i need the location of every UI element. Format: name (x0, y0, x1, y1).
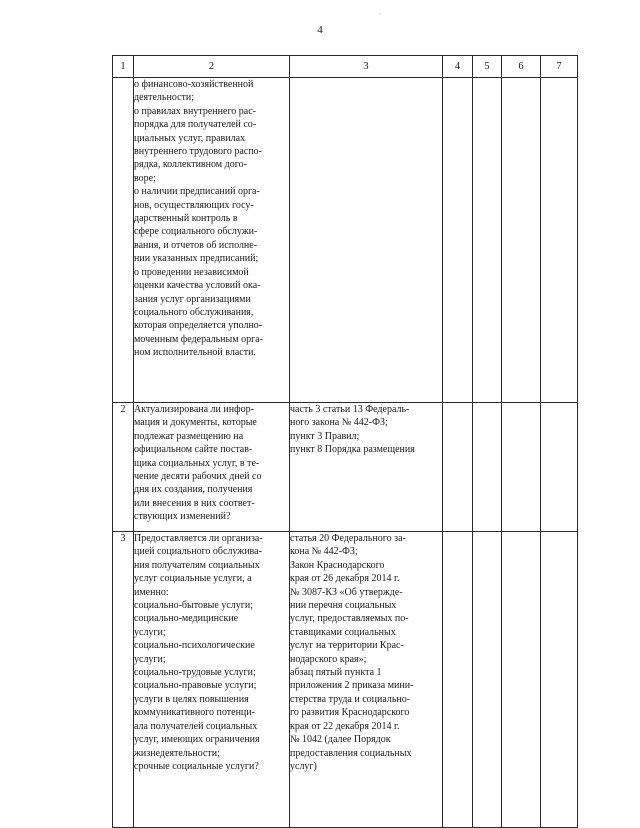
text-line: приложения 2 приказа мини- (290, 680, 414, 692)
reference-cell (290, 403, 443, 532)
text-line: услуг на территории Крас- (290, 640, 404, 652)
empty-cell (541, 532, 578, 828)
text-line: дня их создания, получения (134, 484, 253, 496)
text-line: внутреннего трудового распо- (134, 146, 262, 158)
text-line: циальных услуг, правилах (134, 132, 246, 144)
text-line: нии указанных предписаний; (134, 253, 259, 265)
text-line: ствующих изменений? (134, 511, 231, 523)
text-line: о правилах внутреннего рас- (134, 105, 256, 117)
empty-cell (443, 78, 473, 403)
text-line: о финансово-хозяйственной (134, 79, 254, 90)
text-line: рядка, коллективном дого- (134, 159, 247, 171)
text-line: вания, и отчетов об исполне- (134, 239, 258, 251)
text-line: часть 3 статьи 13 Федераль- (290, 404, 410, 415)
header-cell-6: 6 (502, 56, 541, 78)
text-line: зания услуг организациями (134, 293, 251, 305)
text-line: официальном сайте постав- (134, 444, 253, 456)
text-line: услуг) (290, 760, 317, 772)
text-line: услуги в целях повышения (134, 693, 249, 705)
table-row (113, 403, 578, 532)
text-line: или внесения в них соответ- (134, 497, 255, 509)
text-line: статья 20 Федерального за- (290, 533, 406, 544)
text-line: нодарского края»; (290, 653, 367, 665)
text-line: услуг социальные услуги, а (134, 573, 252, 585)
empty-cell (473, 403, 502, 532)
question-cell (134, 403, 290, 532)
text-line: моченным федеральным орга- (134, 333, 263, 345)
text-line: воре; (134, 172, 156, 184)
text-line: о проведении независимой (134, 266, 249, 278)
text-line: социального обслуживания, (134, 306, 254, 318)
reference-cell (290, 78, 443, 403)
header-cell-1: 1 (113, 56, 134, 78)
text-line: нов, осуществляющих госу- (134, 199, 254, 211)
table-header-row (113, 56, 578, 78)
text-line: щика социальных услуг, в те- (134, 457, 260, 469)
text-line: порядка для получателей со- (134, 119, 257, 131)
reference-cell (290, 532, 443, 828)
text-line: дарственный контроль в (134, 213, 238, 225)
empty-cell (443, 403, 473, 532)
scan-mark: ‘ (379, 13, 381, 19)
text-line: социально-медицинские (134, 613, 239, 625)
text-line: предоставления социальных (290, 747, 412, 759)
text-line: № 1042 (далее Порядок (290, 734, 391, 746)
text-line: Актуализирована ли инфор- (134, 404, 254, 415)
empty-cell (473, 78, 502, 403)
empty-cell (541, 403, 578, 532)
text-line: кона № 442-ФЗ; (290, 546, 358, 558)
text-line: ния получателям социальных (134, 559, 260, 571)
text-line: ном исполнительной власти. (134, 347, 256, 359)
header-cell-5: 5 (473, 56, 502, 78)
text-line: которая определяется уполно- (134, 320, 263, 332)
row-number: 3 (113, 532, 134, 828)
question-cell (134, 78, 290, 403)
text-line: края от 22 декабря 2014 г. (290, 720, 400, 732)
header-cell-7: 7 (541, 56, 578, 78)
text-line: сфере социального обслужи- (134, 226, 258, 238)
text-line: пункт 8 Порядка размещения (290, 444, 415, 456)
text-line: Предоставляется ли организа- (134, 533, 263, 544)
text-line: жизнедеятельности; (134, 747, 220, 759)
text-line: чение десяти рабочих дней со (134, 471, 262, 483)
text-line: пункт 3 Правил; (290, 430, 360, 442)
table-row (113, 532, 578, 828)
text-line: услуги; (134, 626, 166, 638)
text-line: услуг, имеющих ограничения (134, 734, 260, 746)
empty-cell (541, 78, 578, 403)
text-line: стерства труда и социально- (290, 693, 411, 705)
empty-cell (502, 78, 541, 403)
text-line: социально-трудовые услуги; (134, 667, 256, 679)
text-line: о наличии предписаний орга- (134, 186, 260, 198)
header-cell-4: 4 (443, 56, 473, 78)
page-number: 4 (317, 24, 323, 36)
empty-cell (502, 532, 541, 828)
text-line: социально-правовые услуги; (134, 680, 257, 692)
text-line: коммуникативного потенци- (134, 707, 255, 719)
text-line: услуги; (134, 653, 166, 665)
text-line: социально-бытовые услуги; (134, 600, 253, 612)
text-line: края от 26 декабря 2014 г. (290, 573, 400, 585)
text-line: № 3087-КЗ «Об утвержде- (290, 586, 403, 598)
text-line: го развития Краснодарского (290, 707, 410, 719)
table-row (113, 78, 578, 403)
header-cell-3: 3 (290, 56, 443, 78)
header-cell-2: 2 (134, 56, 290, 78)
text-line: ала получателей социальных (134, 720, 258, 732)
row-number (113, 78, 134, 403)
question-cell (134, 532, 290, 828)
text-line: оценки качества условий ока- (134, 280, 261, 292)
text-line: ставщиками социальных (290, 626, 396, 638)
text-line: мация и документы, которые (134, 417, 257, 429)
empty-cell (473, 532, 502, 828)
text-line: срочные социальные услуги? (134, 760, 259, 772)
empty-cell (502, 403, 541, 532)
empty-cell (443, 532, 473, 828)
text-line: социально-психологические (134, 640, 255, 652)
text-line: именно: (134, 586, 169, 598)
text-line: абзац пятый пункта 1 (290, 667, 382, 679)
text-line: деятельности; (134, 92, 195, 104)
text-line: подлежат размещению на (134, 430, 244, 442)
text-line: Закон Краснодарского (290, 559, 385, 571)
text-line: нии перечня социальных (290, 600, 397, 612)
text-line: ного закона № 442-ФЗ; (290, 417, 388, 429)
text-line: цией социального обслужива- (134, 546, 262, 558)
text-line: услуг, предоставляемых по- (290, 613, 409, 625)
inspection-checklist-table (112, 55, 578, 828)
row-number: 2 (113, 403, 134, 532)
